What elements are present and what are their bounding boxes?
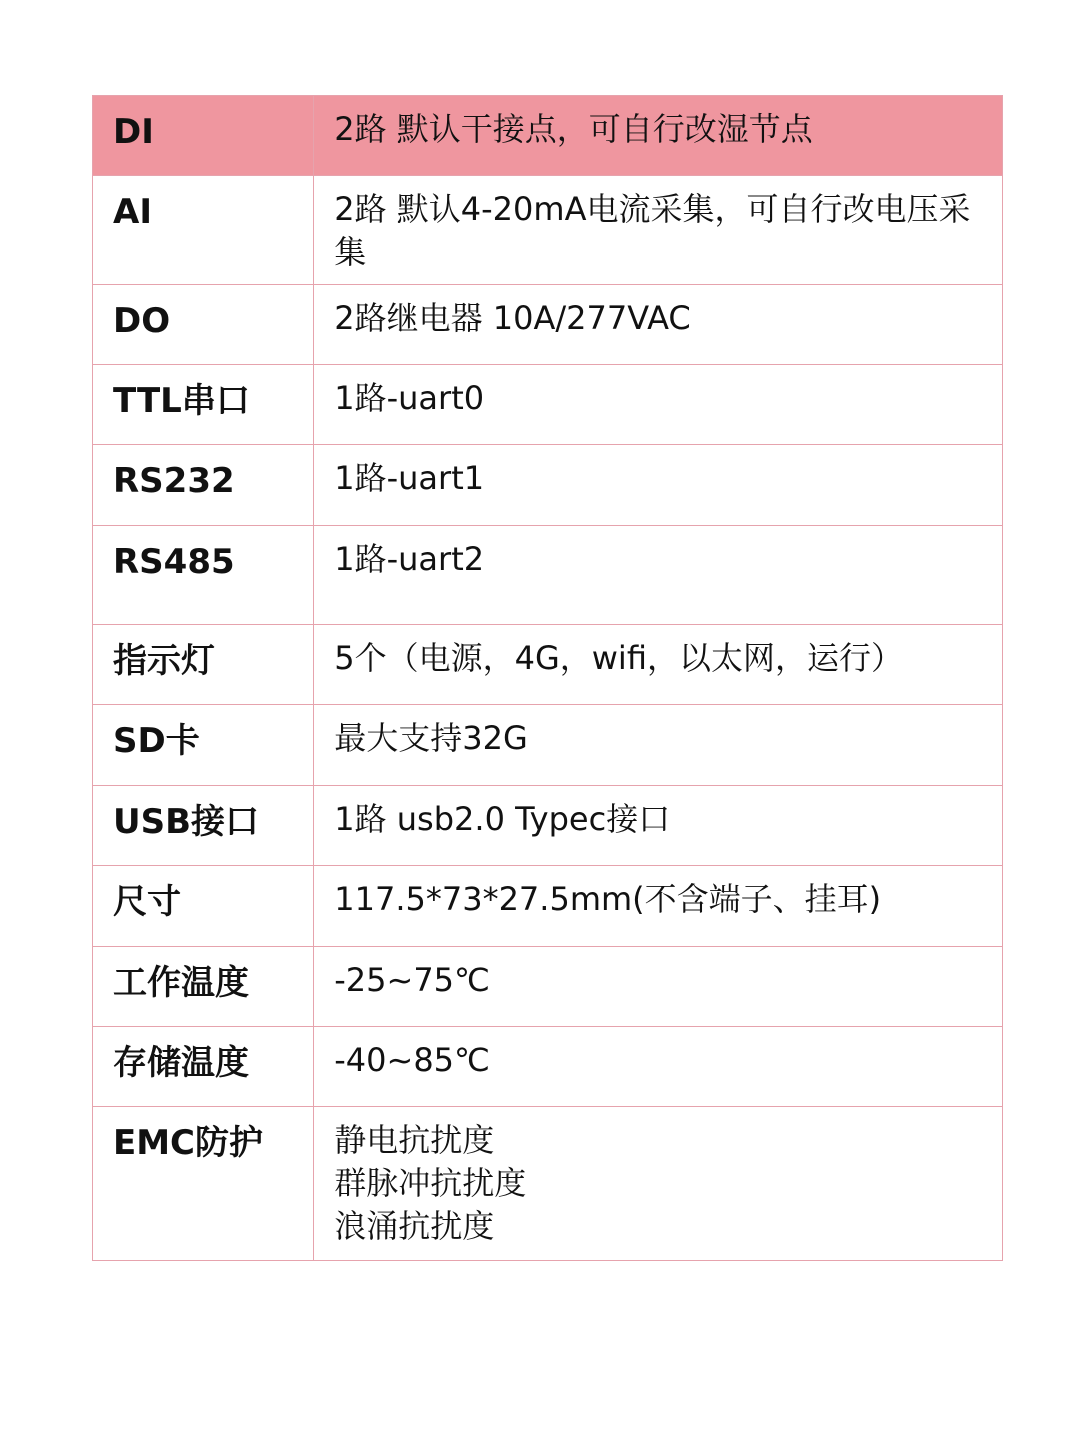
row-key: SD卡 (93, 705, 314, 786)
row-value: 最大支持32G (314, 705, 1003, 786)
row-value: 5个（电源，4G，wifi，以太网，运行） (314, 625, 1003, 705)
table-row-ttl (93, 365, 1003, 445)
row-key: EMC防护 (93, 1107, 314, 1261)
row-key: USB接口 (93, 786, 314, 866)
row-key: DI (93, 96, 314, 176)
table-row-rs232 (93, 445, 1003, 526)
row-key: 指示灯 (93, 625, 314, 705)
row-key: RS232 (93, 445, 314, 526)
row-key: 尺寸 (93, 866, 314, 947)
emc-item: 浪涌抗扰度 (334, 1207, 495, 1245)
spec-table (92, 95, 1003, 1261)
table-row-do (93, 285, 1003, 365)
row-value: 2路继电器 10A/277VAC (314, 285, 1003, 365)
row-value: 1路 usb2.0 Typec接口 (314, 786, 1003, 866)
row-key: 工作温度 (93, 947, 314, 1027)
emc-item: 静电抗扰度 (334, 1121, 495, 1159)
table-row-sd (93, 705, 1003, 786)
row-value: 2路 默认干接点，可自行改湿节点 (314, 96, 1003, 176)
table-row-indicator (93, 625, 1003, 705)
row-value: 1路-uart2 (314, 526, 1003, 625)
table-row-ai (93, 176, 1003, 285)
row-key: RS485 (93, 526, 314, 625)
table-row-size (93, 866, 1003, 947)
emc-item: 群脉冲抗扰度 (334, 1164, 527, 1202)
row-value: 1路-uart1 (314, 445, 1003, 526)
table-row-storage-temp (93, 1027, 1003, 1107)
table-row-rs485 (93, 526, 1003, 625)
table-row-di (93, 96, 1003, 176)
row-value: -25~75℃ (314, 947, 1003, 1027)
row-key: 存储温度 (93, 1027, 314, 1107)
row-key: DO (93, 285, 314, 365)
row-key: AI (93, 176, 314, 285)
row-value: 1路-uart0 (314, 365, 1003, 445)
row-value: -40~85℃ (314, 1027, 1003, 1107)
row-value (314, 1107, 1003, 1261)
table-row-emc (93, 1107, 1003, 1261)
row-value: 117.5*73*27.5mm(不含端子、挂耳) (314, 866, 1003, 947)
table-row-usb (93, 786, 1003, 866)
table-row-work-temp (93, 947, 1003, 1027)
row-key: TTL串口 (93, 365, 314, 445)
row-value: 2路 默认4-20mA电流采集，可自行改电压采集 (314, 176, 1003, 285)
